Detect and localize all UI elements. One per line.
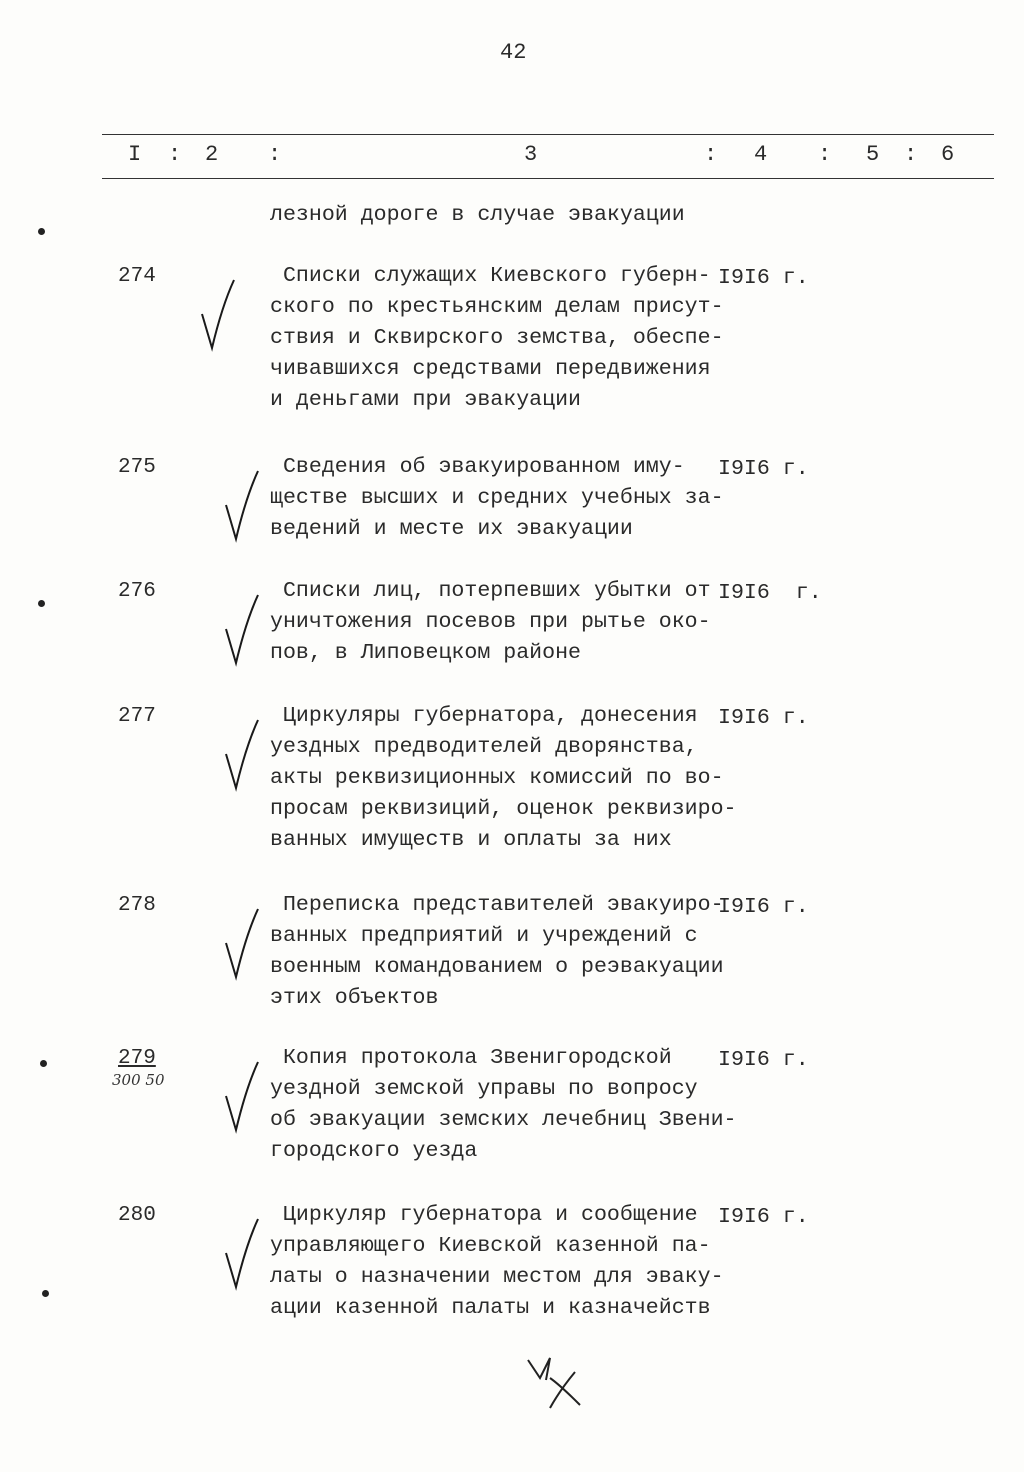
description-line: просам реквизиций, оценок реквизиро- [270, 797, 737, 821]
header-col-3: 3 [524, 142, 538, 167]
description-line: Переписка представителей эвакуиро- [270, 893, 724, 917]
entry-number: 278 [118, 894, 156, 917]
entry-description [270, 1200, 724, 1324]
entry-description [270, 452, 724, 545]
continuation-line: лезной дороге в случае эвакуации [270, 203, 685, 227]
entry-description [270, 701, 737, 856]
entry-number: 277 [118, 705, 156, 728]
header-separator: : [268, 142, 282, 167]
entry-year: I9I6 г. [718, 457, 809, 481]
description-line: ствия и Сквирского земства, обеспе- [270, 326, 724, 350]
entry-year: I9I6 г. [718, 1048, 809, 1072]
punch-hole [38, 600, 45, 607]
punch-hole [42, 1290, 49, 1297]
header-col-1: I [128, 142, 142, 167]
description-line: городского уезда [270, 1139, 478, 1163]
entry-number: 280 [118, 1204, 156, 1227]
header-separator: : [704, 142, 718, 167]
entry-number: 274 [118, 265, 156, 288]
description-line: Копия протокола Звенигородской [270, 1046, 672, 1070]
description-line: военным командованием о реэвакуации [270, 955, 724, 979]
description-line: ществе высших и средних учебных за- [270, 486, 724, 510]
header-bottom-rule [102, 178, 994, 179]
handwritten-note: 300 50 [112, 1071, 165, 1089]
entry-year: I9I6 г. [718, 1205, 809, 1229]
header-col-5: 5 [866, 142, 880, 167]
check-mark-icon [222, 591, 272, 681]
description-line: Списки служащих Киевского губерн- [270, 264, 711, 288]
description-line: уничтожения посевов при рытье око- [270, 610, 711, 634]
punch-hole [40, 1060, 47, 1067]
entry-number: 275 [118, 456, 156, 479]
description-line: уездных предводителей дворянства, [270, 735, 698, 759]
description-line: ванных имуществ и оплаты за них [270, 828, 672, 852]
entry-year: I9I6 г. [718, 895, 809, 919]
description-line: Списки лиц, потерпевших убытки от [270, 579, 711, 603]
header-col-6: 6 [941, 142, 955, 167]
check-mark-icon [222, 716, 272, 806]
description-line: и деньгами при эвакуации [270, 388, 582, 412]
page-number: 42 [500, 40, 527, 65]
entry-description [270, 890, 724, 1014]
entry-description [270, 576, 711, 669]
header-top-rule [102, 134, 994, 135]
description-line: латы о назначении местом для эваку- [270, 1265, 724, 1289]
entry-number: 276 [118, 580, 156, 603]
check-mark-icon [222, 1058, 272, 1148]
header-separator: : [904, 142, 918, 167]
description-line: ского по крестьянским делам присут- [270, 295, 724, 319]
punch-hole [38, 228, 45, 235]
description-line: управляющего Киевской казенной па- [270, 1234, 711, 1258]
header-col-4: 4 [754, 142, 768, 167]
description-line: ванных предприятий и учреждений с [270, 924, 698, 948]
description-line: Сведения об эвакуированном иму- [270, 455, 685, 479]
header-separator: : [168, 142, 182, 167]
entry-number: 279 [118, 1047, 156, 1070]
description-line: об эвакуации земских лечебниц Звени- [270, 1108, 737, 1132]
description-line: ведений и месте их эвакуации [270, 517, 633, 541]
description-line: уездной земской управы по вопросу [270, 1077, 698, 1101]
description-line: ации казенной палаты и казначейств [270, 1296, 711, 1320]
header-separator: : [818, 142, 832, 167]
description-line: акты реквизиционных комиссий по во- [270, 766, 724, 790]
description-line: пов, в Липовецком районе [270, 641, 582, 665]
check-mark-icon [198, 276, 248, 366]
description-line: этих объектов [270, 986, 439, 1010]
entry-year: I9I6 г. [718, 581, 822, 605]
description-line: Циркуляры губернатора, донесения [270, 704, 698, 728]
description-line: чивавшихся средствами передвижения [270, 357, 711, 381]
description-line: Циркуляр губернатора и сообщение [270, 1203, 698, 1227]
check-mark-icon [222, 905, 272, 995]
entry-description [270, 261, 724, 416]
entry-year: I9I6 г. [718, 706, 809, 730]
check-mark-icon [222, 467, 272, 557]
check-mark-icon [222, 1215, 272, 1305]
header-col-2: 2 [205, 142, 219, 167]
entry-year: I9I6 г. [718, 266, 809, 290]
entry-description [270, 1043, 737, 1167]
signature-mark [520, 1350, 590, 1410]
